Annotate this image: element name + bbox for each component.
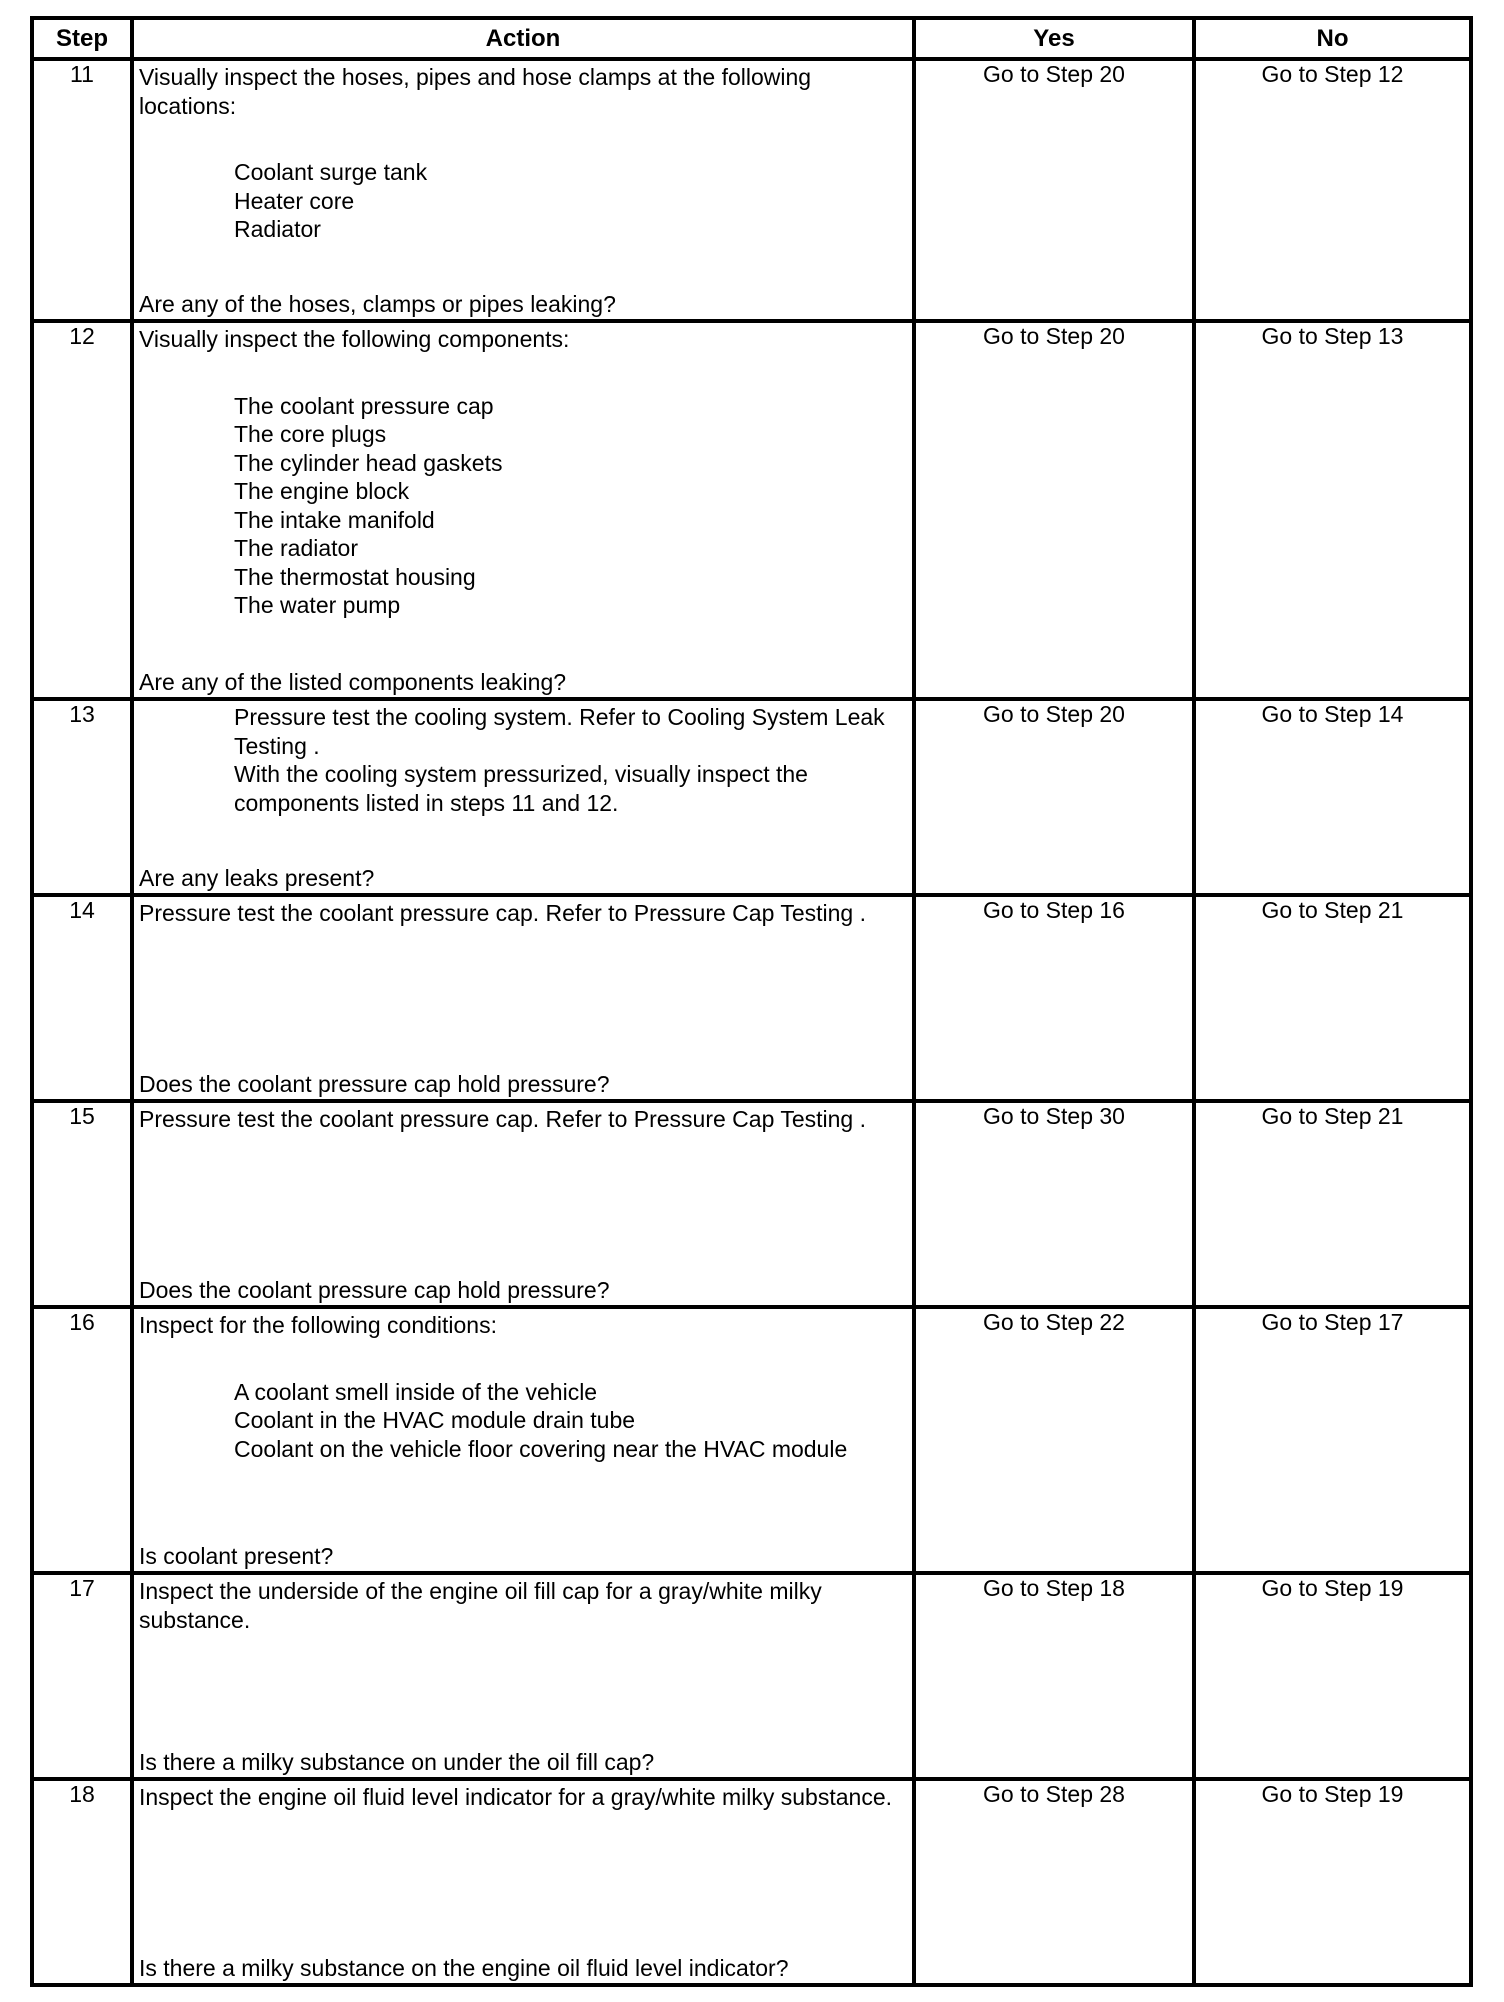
action-item: The radiator (234, 535, 359, 561)
action-item: A coolant smell inside of the vehicle (234, 1378, 598, 1405)
action-intro: Visually inspect the following components: (139, 326, 570, 352)
action-item: Coolant surge tank (234, 159, 428, 185)
action-item-list (139, 1378, 906, 1464)
action-question: Does the coolant pressure cap hold pressure? (139, 1070, 610, 1097)
step-number: 14 (32, 895, 132, 1101)
action-intro: Inspect for the following conditions: (139, 1312, 497, 1338)
action-question: Is there a milky substance on the engine oil fluid level indicator? (139, 1954, 789, 1981)
action-cell (132, 699, 914, 895)
action-item: Heater core (234, 187, 355, 214)
action-item: Pressure test the cooling system. Refer to Cooling System Leak Testing . (234, 704, 885, 759)
table-row (32, 1573, 1471, 1779)
no-outcome: Go to Step 21 (1194, 895, 1471, 1101)
step-number: 17 (32, 1573, 132, 1779)
action-item: Radiator (234, 216, 321, 242)
step-number: 12 (32, 321, 132, 699)
no-outcome: Go to Step 13 (1194, 321, 1471, 699)
action-item-list (139, 392, 906, 620)
table-row (32, 1779, 1471, 1985)
no-outcome: Go to Step 19 (1194, 1573, 1471, 1779)
table-row (32, 1307, 1471, 1573)
action-cell (132, 59, 914, 321)
step-number: 18 (32, 1779, 132, 1985)
yes-outcome: Go to Step 30 (914, 1101, 1194, 1307)
action-item: The thermostat housing (234, 563, 476, 590)
action-cell (132, 1779, 914, 1985)
no-outcome: Go to Step 14 (1194, 699, 1471, 895)
table-row (32, 1101, 1471, 1307)
step-number: 11 (32, 59, 132, 321)
action-cell (132, 1307, 914, 1573)
action-item-list (139, 703, 906, 817)
action-item-list (139, 158, 906, 244)
yes-outcome: Go to Step 28 (914, 1779, 1194, 1985)
table-row (32, 699, 1471, 895)
yes-outcome: Go to Step 18 (914, 1573, 1194, 1779)
step-number: 16 (32, 1307, 132, 1573)
action-item: The water pump (234, 592, 401, 618)
header-step: Step (32, 18, 132, 59)
diagnostic-table (30, 16, 1473, 1987)
yes-outcome: Go to Step 20 (914, 699, 1194, 895)
table-row (32, 895, 1471, 1101)
action-question: Is there a milky substance on under the oil fill cap? (139, 1748, 655, 1775)
yes-outcome: Go to Step 20 (914, 321, 1194, 699)
action-item: The cylinder head gaskets (234, 449, 503, 476)
action-question: Is coolant present? (139, 1542, 334, 1569)
action-cell (132, 1101, 914, 1307)
action-item: With the cooling system pressurized, visually inspect the components listed in steps 11 and 12. (234, 761, 808, 816)
table-row (32, 321, 1471, 699)
table-row (32, 59, 1471, 321)
yes-outcome: Go to Step 20 (914, 59, 1194, 321)
header-yes: Yes (914, 18, 1194, 59)
action-item: The intake manifold (234, 506, 435, 533)
yes-outcome: Go to Step 16 (914, 895, 1194, 1101)
action-cell (132, 321, 914, 699)
yes-outcome: Go to Step 22 (914, 1307, 1194, 1573)
action-intro: Pressure test the coolant pressure cap. Refer to Pressure Cap Testing . (139, 1106, 866, 1132)
no-outcome: Go to Step 17 (1194, 1307, 1471, 1573)
no-outcome: Go to Step 19 (1194, 1779, 1471, 1985)
action-question: Are any of the listed components leaking? (139, 668, 567, 695)
step-number: 15 (32, 1101, 132, 1307)
action-intro: Pressure test the coolant pressure cap. Refer to Pressure Cap Testing . (139, 900, 866, 926)
action-question: Are any leaks present? (139, 864, 375, 891)
table-body (32, 59, 1471, 1985)
action-intro: Inspect the underside of the engine oil fill cap for a gray/white milky substance. (139, 1578, 822, 1633)
no-outcome: Go to Step 21 (1194, 1101, 1471, 1307)
no-outcome: Go to Step 12 (1194, 59, 1471, 321)
action-question: Are any of the hoses, clamps or pipes leaking? (139, 290, 616, 317)
step-number: 13 (32, 699, 132, 895)
action-question: Does the coolant pressure cap hold pressure? (139, 1276, 610, 1303)
action-item: Coolant on the vehicle floor covering near the HVAC module (234, 1435, 848, 1462)
header-no: No (1194, 18, 1471, 59)
action-intro: Inspect the engine oil fluid level indicator for a gray/white milky substance. (139, 1784, 893, 1810)
action-cell (132, 895, 914, 1101)
action-item: The core plugs (234, 421, 387, 447)
action-intro: Visually inspect the hoses, pipes and hose clamps at the following locations: (139, 64, 812, 119)
action-item: The engine block (234, 478, 410, 504)
action-cell (132, 1573, 914, 1779)
header-row (32, 18, 1471, 59)
action-item: The coolant pressure cap (234, 392, 494, 419)
header-action: Action (132, 18, 914, 59)
action-item: Coolant in the HVAC module drain tube (234, 1407, 636, 1433)
